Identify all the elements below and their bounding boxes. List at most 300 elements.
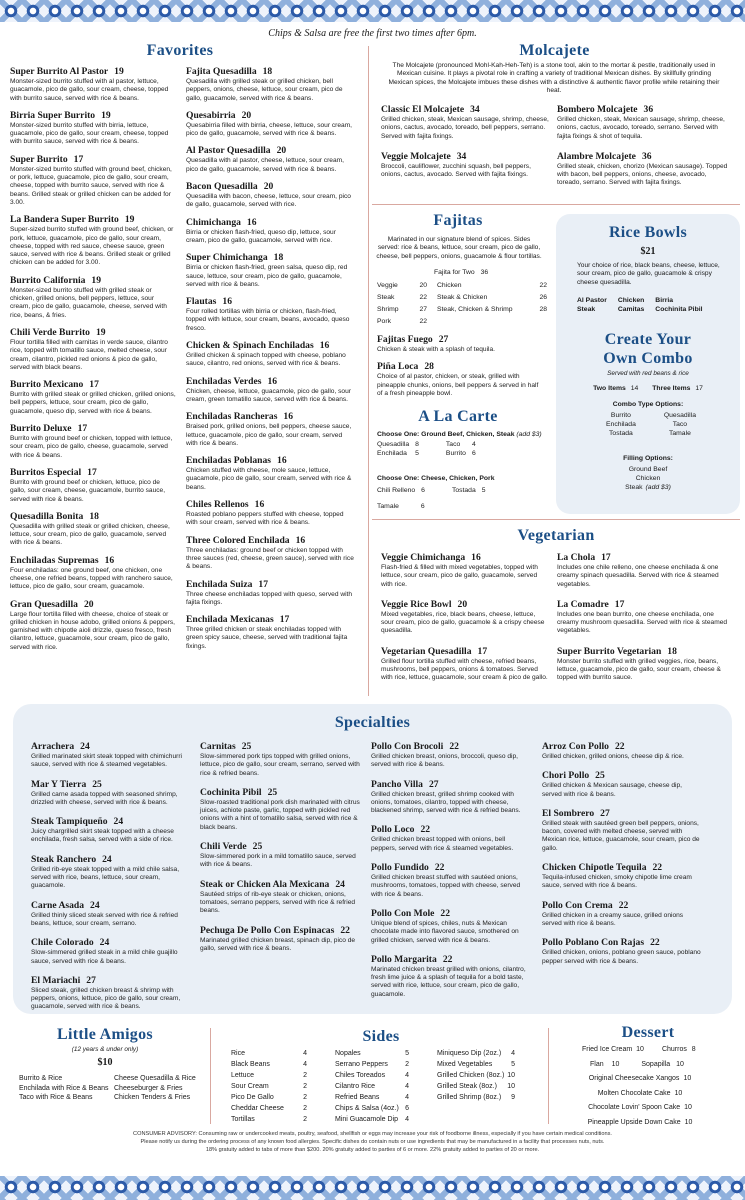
item-name-row — [542, 900, 702, 912]
item-desc: Chicken stuffed with cheese, mole sauce, lettuce, guacamole, pico de gallo, sour cream, served with rice & beans. — [186, 467, 352, 491]
item-price: 18 — [667, 645, 677, 657]
item-name-row — [186, 376, 354, 388]
side-row — [231, 1060, 307, 1070]
table-cell: Burrito — [610, 412, 631, 419]
item-desc: Tequila-infused chicken, smoky chipotle lime cream sauce, served with rice & beans. — [542, 874, 692, 890]
dessert-row — [580, 1074, 700, 1084]
item-name: Chicken & Spinach Enchiladas — [186, 340, 314, 352]
list-item: Enchilada with Rice & Beans — [19, 1084, 109, 1092]
alacarte-choice-1: Choose One: Ground Beef, Chicken, Steak (add $3) — [377, 431, 542, 438]
menu-item — [10, 327, 176, 372]
divider — [372, 519, 740, 520]
item-name: Cochinita Pibil — [200, 786, 262, 798]
table-cell: Enchilada — [606, 421, 636, 428]
item-name-row — [10, 110, 176, 122]
item-price: 22 — [618, 899, 629, 911]
table-row — [374, 486, 510, 495]
item-desc: Grilled chicken & Mexican sausage, cheese dip, served with rice & beans. — [542, 782, 683, 798]
menu-item — [371, 908, 531, 945]
menu-item — [542, 900, 702, 929]
item-price: 17 — [279, 614, 290, 626]
item-name-row — [200, 841, 360, 853]
menu-item — [10, 599, 176, 652]
item-name: Veggie Rice Bowl — [381, 598, 452, 610]
item-name-row — [31, 900, 191, 912]
menu-item — [200, 925, 360, 954]
item-desc: Three cheese enchiladas topped with queso, served with fajita fixings. — [186, 590, 353, 606]
menu-item — [186, 499, 354, 528]
item-price: 20 — [241, 109, 252, 121]
sides-title: Sides — [362, 1028, 400, 1045]
item-name-row — [186, 66, 354, 78]
side-price: 2 — [303, 1072, 307, 1079]
amigos-sub: (12 years & under only) — [71, 1046, 139, 1053]
item-price: 22 — [614, 741, 625, 752]
menu-item — [186, 340, 354, 369]
item-name-row — [542, 862, 702, 874]
item-desc: Quesabirria filled with birria, cheese, lettuce, sour cream, pico de gallo, guacamole, served with rice & beans. — [186, 121, 353, 138]
item-desc: Grilled chicken breast stuffed with sautéed onions, mushrooms, tomatoes, topped with cheese, served with rice & beans. — [371, 874, 521, 898]
item-price: 17 — [87, 466, 97, 478]
dessert-title: Dessert — [621, 1024, 675, 1041]
item-name-row — [10, 379, 176, 391]
side-name: Pico De Gallo — [231, 1094, 274, 1101]
side-name: Grilled Steak (8oz.) — [437, 1083, 497, 1090]
vegetarian-column-1 — [381, 552, 549, 693]
item-name-row — [31, 741, 191, 753]
item-price: 16 — [319, 340, 330, 352]
item-name-row — [200, 879, 360, 891]
molcajete-column-2 — [557, 104, 729, 198]
item-name-row — [31, 937, 191, 949]
item-price: 27 — [428, 778, 439, 790]
header-note: Chips & Salsa are free the first two times after 6pm. — [268, 28, 477, 39]
divider — [210, 1028, 211, 1124]
item-price: 17 — [89, 379, 99, 391]
menu-item — [200, 879, 360, 916]
item-desc: Flour tortilla filled with carnitas in verde sauce, cilantro rice, topped with tomatillo sauce, melted cheese, sour cream, cilantro, pickled red onions & pico de gallo, served with black beans. — [10, 338, 168, 371]
menu-item — [186, 411, 354, 448]
item-name-row — [200, 787, 360, 799]
item-price: 24 — [335, 878, 345, 890]
item-price: 22 — [420, 824, 431, 836]
table-cell: Quesadilla — [377, 441, 410, 448]
item-name-row — [381, 552, 549, 564]
side-row — [231, 1082, 307, 1092]
footer-advisory: CONSUMER ADVISORY: Consuming raw or undercooked meats, poultry, seafood, shellfish or eggs may increase your risk of foodborne illness, especially if you have certain medical conditions. — [133, 1131, 612, 1137]
dessert-name: Original Cheesecake Xangos — [588, 1075, 680, 1082]
item-name: Pollo Con Crema — [542, 899, 613, 911]
item-desc: Grilled chicken, grilled onions, cheese dip & rice. — [542, 753, 684, 760]
table-cell: 6 — [421, 487, 425, 494]
footer-allergy: Please notify us during the ordering process of any known food allergies. Specific dishes do contain nuts or use ingredients that may be manufactured in a facility that processes nuts, nuts. — [140, 1139, 605, 1145]
item-name-row — [371, 779, 531, 791]
menu-item — [186, 376, 354, 405]
side-row — [231, 1071, 307, 1081]
dessert-row — [580, 1089, 700, 1099]
row-label: Steak — [377, 294, 395, 301]
dessert-price: 10 — [684, 1104, 692, 1111]
item-name: Bacon Quesadilla — [186, 181, 258, 193]
item-name: Flautas — [186, 296, 217, 308]
item-price: 19 — [114, 66, 124, 77]
item-name-row — [186, 110, 354, 122]
list-item: Burrito & Rice — [19, 1075, 63, 1082]
table-row — [374, 449, 500, 458]
menu-item — [557, 552, 729, 589]
item-name: Alambre Molcajete — [557, 150, 636, 162]
item-name: Steak or Chicken Ala Mexicana — [200, 878, 330, 890]
item-name: Burrito Deluxe — [10, 423, 72, 435]
menu-item — [186, 110, 354, 139]
filling-name: Steak — [625, 484, 643, 491]
side-price: 5 — [405, 1050, 409, 1057]
side-name: Mini Guacamole Dip — [335, 1116, 399, 1123]
item-name: Burrito Mexicano — [10, 379, 84, 391]
alacarte-title: A La Carte — [418, 408, 498, 425]
amigos-title: Little Amigos — [57, 1026, 153, 1043]
item-name: Pollo Con Mole — [371, 907, 435, 919]
side-price: 4 — [405, 1083, 409, 1090]
alacarte-table-2 — [374, 486, 510, 495]
vegetarian-column-2 — [557, 552, 729, 693]
item-name-row — [31, 779, 191, 791]
item-name: Super Burrito — [10, 153, 68, 165]
item-price: 22 — [442, 953, 453, 965]
dessert-row — [580, 1118, 700, 1128]
fajitas-right-list — [437, 281, 547, 317]
item-name: Vegetarian Quesadilla — [381, 645, 472, 657]
item-name: Enchiladas Poblanas — [186, 455, 272, 467]
item-desc: Braised pork, grilled onions, bell peppers, cheese sauce, lettuce, guacamole, pico de gallo, sour cream, served with rice & beans. — [186, 423, 352, 447]
item-name-row — [10, 275, 176, 287]
item-desc: Quesadilla with al pastor, cheese, lettuce, sour cream, pico de gallo, guacamole, served with rice & beans. — [186, 157, 344, 173]
item-price: 36 — [643, 104, 654, 115]
combo-types — [592, 411, 710, 438]
table-cell: 4 — [471, 441, 476, 448]
fajitas-intro: Marinated in our signature blend of spices. Sides served: rice & beans, lettuce, sour cream, pico de gallo, cheese, bell peppers, onions, guacamole & flour tortillas. — [376, 236, 542, 260]
item-name: Chicken Chipotle Tequila — [542, 862, 647, 874]
table-row — [592, 429, 710, 438]
item-price: 24 — [99, 937, 110, 949]
side-row — [335, 1115, 409, 1125]
side-name: Chips & Salsa (4oz.) — [335, 1105, 399, 1112]
item-desc: Slow-roasted traditional pork dish marinated with citrus juices, achiote paste, garlic, topped with pickled red onions with a hint of tomatillo salsa, served with rice & black beans. — [200, 798, 360, 831]
item-price: 22 — [650, 937, 660, 949]
alacarte-choice-2: Choose One: Cheese, Chicken, Pork — [377, 475, 495, 482]
item-desc: Grilled flour tortilla stuffed with cheese, refried beans, mushrooms, bell peppers, onions & tomatoes. Served with rice, lettuce, guacamole, sour cream & pico de gallo. — [381, 657, 548, 682]
price-row — [437, 305, 547, 314]
side-price: 2 — [303, 1105, 307, 1112]
item-price: 19 — [124, 214, 135, 226]
side-price: 2 — [303, 1116, 307, 1123]
item-name-row — [31, 854, 191, 866]
row-price: 26 — [539, 294, 547, 301]
side-row — [231, 1104, 307, 1114]
item-price: 16 — [104, 554, 115, 566]
item-desc: Four rolled tortillas with birria or chicken, flash-fried, topped with lettuce, sour cream, beans, avocado, queso fresco. — [186, 308, 350, 332]
item-desc: Super-sized burrito stuffed with ground beef, chicken, or pork, lettuce, guacamole, pico de gallo, sour cream, cheese, topped with red sauce, cheese sauce, green sauce, served with rice & beans. Grilled steak or grilled chicken can be added for 3.00. — [10, 226, 174, 267]
item-price: 22 — [340, 924, 350, 936]
specialties-column-2 — [200, 741, 360, 962]
combo-fillings-title: Filling Options: — [623, 455, 673, 462]
side-price: 2 — [303, 1083, 307, 1090]
item-name-row — [186, 181, 354, 193]
amigos-column-1 — [19, 1074, 114, 1103]
item-desc: Includes one chile relleno, one cheese enchilada & one creamy spinach quesadilla. Served with rice & steamed vegetables. — [557, 564, 719, 588]
item-name-row — [542, 741, 702, 753]
table-row — [592, 411, 710, 420]
side-row — [335, 1049, 409, 1059]
item-price: 22 — [652, 862, 663, 874]
side-price: 10 — [507, 1083, 515, 1090]
fajitas-left-list — [377, 281, 427, 329]
item-price: 25 — [267, 786, 278, 798]
item-price: 36 — [641, 150, 652, 162]
menu-item — [186, 579, 354, 608]
row-label: Veggie — [377, 282, 398, 289]
menu-item — [371, 824, 531, 853]
item-name: Pollo Con Brocoli — [371, 741, 444, 752]
side-row — [231, 1049, 307, 1059]
item-name: Chori Pollo — [542, 770, 590, 782]
item-name-row — [381, 599, 549, 611]
menu-item — [371, 741, 531, 770]
price-row — [437, 293, 547, 302]
item-name: Chimichanga — [186, 216, 241, 228]
item-price: 16 — [267, 375, 278, 387]
row-price: 22 — [539, 282, 547, 289]
side-name: Grilled Chicken (8oz.) — [437, 1072, 505, 1079]
side-price: 10 — [507, 1072, 515, 1079]
table-cell: 8 — [415, 441, 419, 448]
item-desc: Grilled chicken & spinach topped with cheese, poblano sauce, cilantro, red onions, served with rice & beans. — [186, 352, 346, 368]
item-price: 17 — [614, 598, 625, 610]
side-name: Black Beans — [231, 1061, 270, 1068]
item-desc: Mixed vegetables, rice, black beans, cheese, lettuce, sour cream, pico de gallo, guacamole & a crispy cheese quesadilla. — [381, 610, 545, 635]
menu-item — [186, 181, 354, 210]
menu-item — [200, 841, 360, 870]
side-name: Rice — [231, 1050, 246, 1057]
side-name: Sour Cream — [231, 1083, 269, 1090]
side-row — [335, 1071, 409, 1081]
item-name: Steak Ranchero — [31, 853, 97, 865]
menu-item — [186, 217, 354, 246]
item-desc: Birria or chicken flash-fried, queso dip, lettuce, sour cream, pico de gallo, guacamole, served with rice. — [186, 228, 336, 244]
item-name: Steak Tampiqueño — [31, 816, 108, 828]
side-row — [231, 1115, 307, 1125]
filling-name: Ground Beef — [628, 466, 668, 473]
side-row — [437, 1082, 515, 1092]
item-name: Pollo Poblano Con Rajas — [542, 937, 645, 949]
side-price: 4 — [511, 1050, 515, 1057]
menu-item — [31, 779, 191, 808]
item-price: 20 — [83, 598, 94, 610]
item-price: 25 — [92, 778, 102, 790]
item-price: 34 — [456, 150, 467, 162]
item-price: 25 — [241, 741, 252, 752]
dessert-name: Molten Chocolate Cake — [597, 1089, 671, 1097]
amigos-column-2 — [114, 1074, 209, 1103]
item-price: 17 — [601, 552, 611, 563]
item-name: Burrito California — [10, 274, 86, 286]
item-desc: Broccoli, cauliflower, zucchini squash, bell peppers, onions, cactus, avocado. Served with fajita fixings. — [381, 162, 531, 179]
fajitas-fuego: Fajitas Fuego 27 Chicken & steak with a splash of tequila. Piña Loca 28 Choice of al pastor, chicken, or steak, grilled with pineapple chunks, onions, bell peppers & served in half of a fresh pineapple bowl. — [377, 334, 539, 397]
item-name: Al Pastor Quesadilla — [186, 145, 271, 157]
side-price: 5 — [511, 1061, 515, 1068]
item-name-row — [542, 937, 702, 949]
molcajete-column-1 — [381, 104, 551, 189]
steak-add-note: (add $3) — [645, 484, 671, 491]
menu-item — [557, 646, 729, 683]
item-name: Carne Asada — [31, 899, 85, 911]
dessert-price: 10 — [683, 1075, 692, 1082]
item-name-row — [186, 455, 354, 467]
item-name: Birria Super Burrito — [10, 109, 96, 121]
item-price: 34 — [470, 104, 480, 115]
menu-item — [186, 252, 354, 289]
item-name-row — [10, 467, 176, 479]
menu-item — [10, 379, 176, 416]
item-price: 18 — [89, 510, 99, 522]
footer-gratuity: 18% gratuity added to tabs of more than $200. 20% gratuity added to parties of 6 or more. 22% gratuity added to parties of 20 or more. — [205, 1147, 540, 1153]
item-name: La Bandera Super Burrito — [10, 214, 119, 226]
item-name-row — [186, 579, 354, 591]
table-cell: Tamale — [668, 430, 691, 437]
menu-item — [200, 741, 360, 778]
menu-item — [542, 937, 702, 966]
item-price: 24 — [102, 853, 112, 865]
item-desc: Roasted poblano peppers stuffed with cheese, topped with sour cream, served with rice & beans. — [186, 511, 344, 527]
item-name-row — [10, 327, 176, 339]
item-desc: Burrito with grilled steak or grilled chicken, grilled onions, bell peppers, lettuce, sour cream, pico de gallo, guacamole, queso dip, served with rice & beans. — [10, 391, 176, 415]
table-cell: Quesadilla — [663, 412, 696, 419]
table-row — [592, 420, 710, 429]
menu-item — [10, 66, 176, 103]
table-cell: Camitas — [617, 306, 645, 313]
item-desc: Juicy chargrilled skirt steak topped with a cheese enchilada, fresh salsa, served with a side of rice. — [31, 828, 174, 844]
item-price: 16 — [246, 216, 257, 228]
row-price: 20 — [419, 282, 427, 289]
menu-item — [10, 214, 176, 267]
item-desc: Grilled chicken, steak, Mexican sausage, shrimp, cheese, onions, cactus, avocado, toreado, serrano. Served with fajita fixings & shot of tequila. — [557, 116, 725, 140]
item-name: Arroz Con Pollo — [542, 741, 609, 752]
item-name: Gran Quesadilla — [10, 598, 78, 610]
menu-item — [371, 862, 531, 899]
item-name: El Sombrero — [542, 807, 595, 819]
divider — [548, 1028, 549, 1124]
item-price: 16 — [277, 455, 287, 467]
combo-sub: Served with red beans & rice — [607, 370, 689, 377]
side-row — [437, 1093, 515, 1103]
dessert-row-1: Fried Ice Cream 10 Churros 8 — [582, 1046, 696, 1053]
menu-item — [10, 154, 176, 207]
item-price: 16 — [283, 411, 294, 423]
item-name-row — [371, 862, 531, 874]
item-name: Veggie Chimichanga — [381, 552, 466, 563]
price-row — [377, 305, 427, 314]
item-price: 16 — [471, 552, 481, 563]
item-name-row — [381, 104, 551, 116]
table-cell: Al Pastor — [577, 297, 607, 304]
item-name: Mar Y Tierra — [31, 778, 87, 790]
menu-item — [31, 937, 191, 966]
menu-item — [10, 467, 176, 504]
item-name-row — [557, 599, 729, 611]
item-desc: Monster-sized burrito stuffed with ground beef, chicken, or pork, lettuce, guacamole, pico de gallo, sour cream, cheese, topped with burrito sauce, served with rice & beans. Grilled steak or grilled chicken can be added for 3.00. — [10, 165, 172, 206]
side-price: 4 — [405, 1116, 409, 1123]
item-price: 25 — [595, 770, 605, 782]
item-desc: Grilled chicken breast, onions, broccoli, queso dip, served with rice & beans. — [371, 753, 518, 769]
item-desc: Monster-sized burrito stuffed with birria, lettuce, guacamole, pico de gallo, sour cream, cheese, topped with burrito sauce, served with rice & beans. — [10, 121, 169, 146]
menu-item — [186, 614, 354, 651]
item-price: 24 — [113, 816, 124, 828]
item-desc: Includes one bean burrito, one cheese enchilada, one creamy mushroom quesadilla. Served with rice & steamed vegetables. — [557, 610, 728, 635]
item-name: Three Colored Enchilada — [186, 534, 290, 546]
item-desc: Monster-sized burrito stuffed with grilled steak or chicken, grilled onions, bell peppers, lettuce, sour cream, pico de gallo, guacamole, cheese, served with rice, beans, & fries. — [10, 286, 167, 319]
dessert-name: Chocolate Lovin' Spoon Cake — [588, 1104, 681, 1111]
table-row — [374, 440, 500, 449]
item-name: Carnitas — [200, 741, 236, 752]
table-cell: 5 — [481, 487, 486, 494]
item-name: Pollo Loco — [371, 824, 415, 836]
specialties-column-1 — [31, 741, 191, 1021]
row-label: Steak & Chicken — [437, 294, 488, 301]
item-name-row — [186, 535, 354, 547]
item-desc: Unique blend of spices, chiles, nuts & Mexican chocolate made into flavored sauce, smothered on grilled chicken, served with rice & beans. — [371, 919, 519, 944]
item-name: Bombero Molcajete — [557, 104, 638, 115]
item-name: La Chola — [557, 552, 596, 563]
table-cell: 5 — [415, 450, 419, 457]
item-price: 20 — [263, 181, 274, 193]
menu-item — [200, 787, 360, 832]
table-cell: Chicken — [617, 297, 645, 304]
item-name-row — [10, 599, 176, 611]
ricebowls-options — [574, 296, 711, 314]
bottom-tile-border — [0, 1176, 745, 1200]
item-price: 19 — [101, 109, 111, 121]
side-name: Serrano Peppers — [335, 1061, 388, 1068]
item-name: Enchiladas Rancheras — [186, 411, 278, 423]
row-price: 22 — [419, 294, 427, 301]
item-name: Chiles Rellenos — [186, 499, 249, 511]
sides-column-1 — [231, 1049, 307, 1126]
side-name: Refried Beans — [335, 1094, 380, 1101]
item-price: 27 — [600, 807, 610, 819]
item-desc: Four enchiladas: one ground beef, one chicken, one cheese, one refried beans, topped with ranchero sauce, lettuce, pico de gallo, sour cream, guacamole. — [10, 566, 173, 591]
side-name: Tortillas — [231, 1116, 255, 1123]
item-name: Pechuga De Pollo Con Espinacas — [200, 924, 335, 936]
top-tile-border — [0, 0, 745, 22]
menu-item — [31, 900, 191, 929]
menu-item — [10, 423, 176, 460]
sides-column-3 — [437, 1049, 515, 1104]
item-desc: Grilled chicken, onions, poblano green sauce, poblano pepper served with rice & beans. — [542, 949, 701, 965]
item-desc: Birria or chicken flash-fried, green salsa, queso dip, red sauce, lettuce, sour cream, pico de gallo, guacamole, served with rice & beans. — [186, 264, 348, 288]
item-desc: Monster burrito stuffed with grilled veggies, rice, beans, lettuce, guacamole, pico de gallo, sour cream, cheese & topped with burrito sauce. — [557, 657, 721, 682]
item-name: Super Burrito Al Pastor — [10, 66, 109, 77]
specialties-column-4 — [542, 741, 702, 975]
row-price: 22 — [419, 318, 427, 325]
list-item: Cheese Quesadilla & Rice — [114, 1075, 196, 1082]
item-desc: Grilled chicken in a creamy sauce, grilled onions served with rice & beans. — [542, 911, 684, 927]
side-price: 4 — [405, 1094, 409, 1101]
item-name-row — [557, 151, 729, 163]
side-name: Mixed Vegetables — [437, 1061, 493, 1068]
menu-item — [10, 555, 176, 592]
item-price: 17 — [477, 645, 488, 657]
menu-item — [371, 954, 531, 999]
